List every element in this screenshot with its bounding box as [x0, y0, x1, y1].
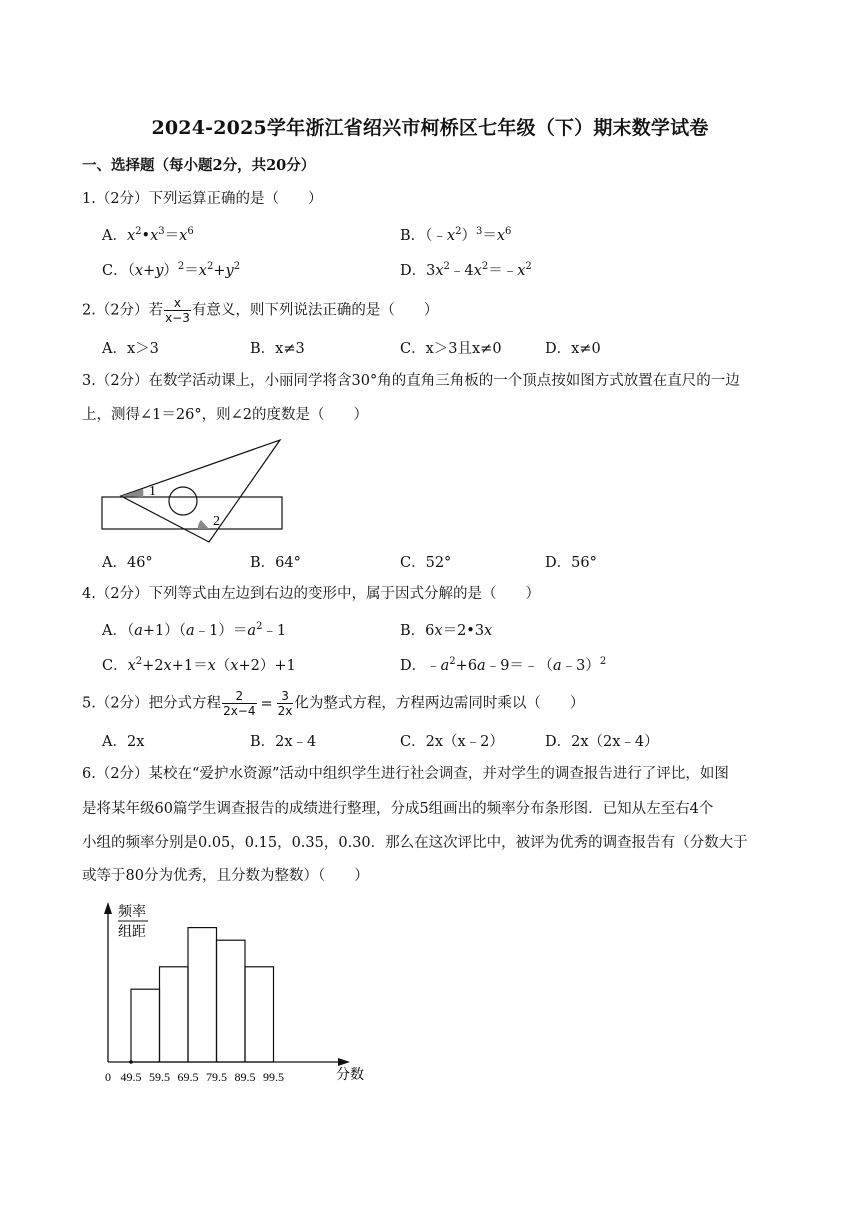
x-axis-label: 分数 — [336, 1068, 364, 1083]
section-heading: 一、选择题（每小题2分，共20分） — [82, 157, 316, 174]
triangle-hole — [169, 487, 197, 515]
angle-1-label: 1 — [149, 484, 156, 499]
q1-option-d: D．$3x^2﹣4x^2=﹣x^2$ — [400, 261, 532, 279]
question-6-line1: 6.（2分）某校在“爱护水资源”活动中组织学生进行社会调查，并对学生的调查报告进行了评比，如图 — [82, 766, 729, 782]
q2-stem-pre: 2.（2分）若 — [82, 302, 164, 319]
q5-f1-den: 2x−4 — [223, 704, 256, 718]
q4-option-a: A．$(a+1)(a﹣1)=a^2﹣1$ — [102, 621, 287, 639]
q2-stem-post: 有意义，则下列说法正确的是（ ） — [191, 302, 439, 319]
q3-option-a: A．46° — [102, 555, 153, 571]
q3-option-d: D．56° — [545, 555, 597, 571]
ruler-shape — [102, 497, 282, 529]
x-tick-label: 59.5 — [149, 1070, 170, 1084]
y-label-top: 频率 — [118, 905, 146, 920]
q5-stem-post: 化为整式方程，方程两边需同时乘以（ ） — [294, 695, 585, 712]
question-2-stem — [82, 296, 438, 325]
y-axis-arrow — [104, 902, 112, 914]
triangle-ruler-figure — [95, 437, 295, 547]
histogram-bar-2 — [160, 967, 189, 1062]
q5-equals: = — [260, 695, 273, 712]
q5-option-a: A．2x — [102, 734, 145, 750]
q1-option-a: A．$x^2•x^3=x^6$ — [102, 226, 194, 244]
question-4-stem: 4.（2分）下列等式由左边到右边的变形中，属于因式分解的是（ ） — [82, 586, 541, 602]
q5-f2-num: 3 — [277, 689, 294, 704]
q2-option-a: A．x＞3 — [102, 341, 159, 357]
question-6-line2: 是将某年级60篇学生调查报告的成绩进行整理，分成5组画出的频率分布条形图．已知从左至右4个 — [82, 801, 714, 817]
question-3-line2: 上，测得∠1＝26°，则∠2的度数是（ ） — [82, 407, 368, 423]
angle-2-marker — [198, 520, 209, 529]
q3-option-b: B．64° — [250, 555, 301, 571]
q5-fraction-2 — [277, 689, 294, 718]
page-title: 2024-2025学年浙江省绍兴市柯桥区七年级（下）期末数学试卷 — [151, 117, 709, 139]
q2-frac-den: x−3 — [165, 311, 190, 325]
histogram-bar-4 — [217, 940, 246, 1062]
q4-option-c: C．$x^2+2x+1=x(x+2)+1$ — [102, 656, 296, 674]
q3-option-c: C．52° — [400, 555, 452, 571]
q2-option-d: D．x≠0 — [545, 341, 601, 357]
q5-option-b: B．2x﹣4 — [250, 734, 317, 750]
y-label-bottom: 组距 — [118, 925, 146, 940]
q2-fraction — [164, 296, 191, 325]
q4-option-d: D．$﹣a^2+6a﹣9=﹣(a﹣3)^2$ — [400, 656, 607, 674]
q5-fraction-1 — [222, 689, 256, 718]
question-6-line3: 小组的频率分别是0.05，0.15，0.35，0.30．那么在这次评比中，被评为优秀的调查报告有（分数大于 — [82, 835, 748, 851]
q5-f2-den: 2x — [277, 704, 293, 718]
q2-option-b: B．x≠3 — [250, 341, 305, 357]
q2-option-c: C．x＞3且x≠0 — [400, 341, 502, 357]
question-5-stem — [82, 689, 584, 718]
q1-option-c: C．$(x+y)^2=x^2+y^2$ — [102, 261, 241, 279]
axis-break-dot — [129, 1060, 133, 1064]
x-tick-label: 99.5 — [263, 1070, 284, 1084]
frequency-histogram — [100, 898, 375, 1090]
question-1-stem: 1.（2分）下列运算正确的是（ ） — [82, 191, 323, 207]
x-tick-label: 0 — [105, 1070, 111, 1084]
q4-option-b: B．6x＝2•3x — [400, 623, 493, 639]
q5-option-d: D．2x（2x﹣4） — [545, 734, 659, 750]
question-3-line1: 3.（2分）在数学活动课上，小丽同学将含30°角的直角三角板的一个顶点按如图方式放置在直尺的一边 — [82, 373, 740, 389]
angle-1-marker — [121, 489, 143, 497]
question-6-line4: 或等于80分为优秀，且分数为整数）（ ） — [82, 868, 369, 884]
q2-frac-num: x — [164, 296, 191, 311]
x-axis-arrow — [338, 1058, 350, 1066]
histogram-bar-1 — [131, 989, 160, 1062]
x-tick-label: 49.5 — [120, 1070, 142, 1084]
x-tick-label: 79.5 — [206, 1070, 227, 1084]
angle-2-label: 2 — [213, 514, 220, 529]
q5-option-c: C．2x（x﹣2） — [400, 734, 504, 750]
q5-stem-pre: 5.（2分）把分式方程 — [82, 695, 222, 712]
x-tick-label: 69.5 — [177, 1070, 199, 1084]
histogram-bar-5 — [245, 967, 274, 1062]
q5-f1-num: 2 — [222, 689, 256, 704]
q1-option-b: B．$(﹣x^2)^3=x^6$ — [400, 226, 512, 244]
histogram-bar-3 — [188, 928, 217, 1062]
x-tick-label: 89.5 — [234, 1070, 256, 1084]
